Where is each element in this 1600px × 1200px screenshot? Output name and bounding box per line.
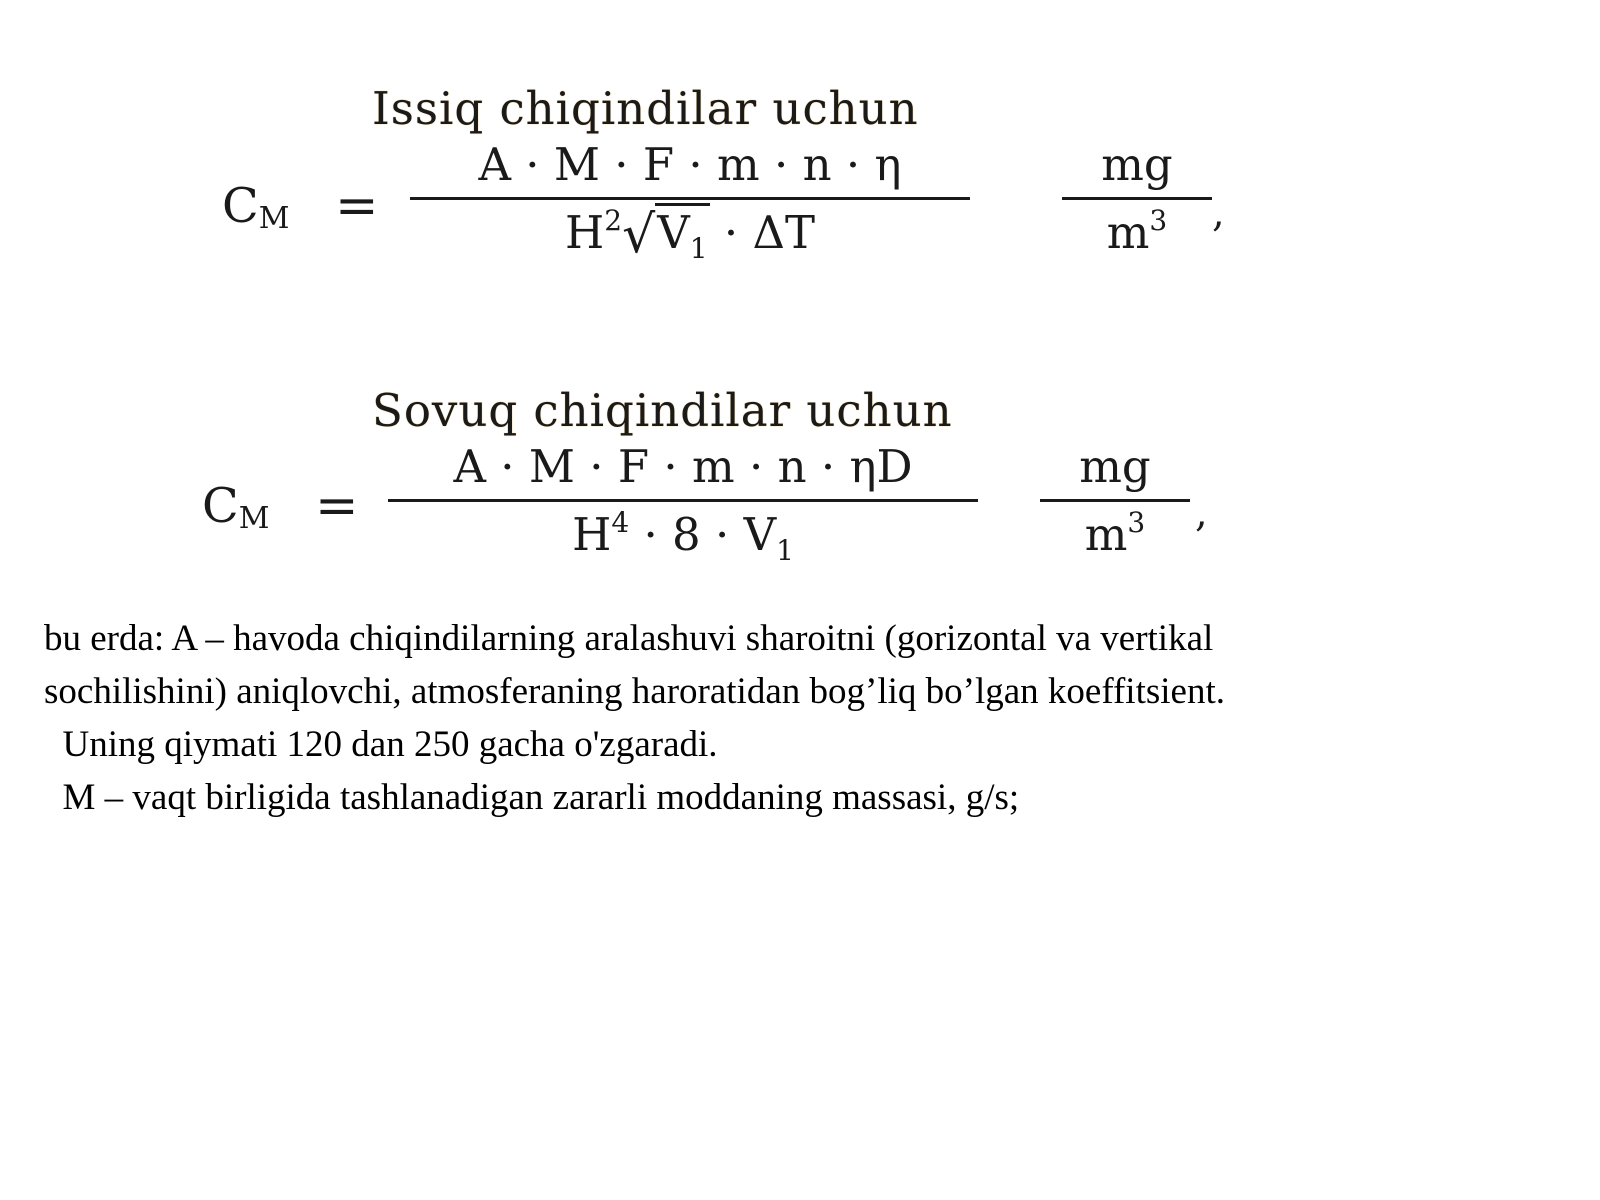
explanation-line-3: Uning qiymati 120 dan 250 gacha o'zgaradi. <box>44 724 718 765</box>
equals-sign: = <box>315 476 359 536</box>
lhs-symbol: C <box>202 478 239 534</box>
unit-fraction <box>1062 138 1212 259</box>
den-rest: · ΔT <box>709 206 815 259</box>
equals-sign: = <box>335 176 379 236</box>
fraction-numerator: A · M · F · m · n · ηD <box>453 440 913 493</box>
unit-den-m: m <box>1084 508 1128 561</box>
fraction-denominator <box>410 204 970 265</box>
fraction-denominator <box>388 506 978 567</box>
heading-hot-emissions: Issiq chiqindilar uchun <box>372 82 919 135</box>
heading-cold-emissions: Sovuq chiqindilar uchun <box>372 384 953 437</box>
radicand <box>655 203 709 265</box>
trailing-comma: , <box>1212 190 1225 236</box>
unit-denominator <box>1040 506 1190 561</box>
lhs-subscript: M <box>258 201 290 236</box>
formula-lhs <box>222 178 289 236</box>
unit-den-exponent: 3 <box>1127 506 1146 539</box>
unit-bar <box>1062 197 1212 200</box>
main-fraction <box>388 440 978 567</box>
unit-denominator <box>1062 204 1212 259</box>
unit-numerator: mg <box>1079 440 1151 493</box>
radicand-v: V <box>657 206 690 259</box>
explanation-line-1: bu erda: A – havoda chiqindilarning aralashuvi sharoitni (gorizontal va vertikal <box>44 618 1214 659</box>
fraction-bar <box>410 197 970 200</box>
den-v-subscript: 1 <box>776 534 794 567</box>
den-h-exponent: 2 <box>604 204 623 237</box>
trailing-comma: , <box>1195 490 1208 536</box>
unit-fraction <box>1040 440 1190 561</box>
square-root <box>622 205 709 265</box>
main-fraction <box>410 138 970 265</box>
lhs-symbol: C <box>222 178 259 234</box>
radicand-subscript: 1 <box>689 232 708 265</box>
fraction-bar <box>388 499 978 502</box>
den-h-exponent: 4 <box>611 506 630 539</box>
explanation-line-2: sochilishini) aniqlovchi, atmosferaning haroratidan bog’liq bo’lgan koeffitsient. <box>44 671 1225 712</box>
den-h: H <box>572 508 612 561</box>
den-h: H <box>565 206 605 259</box>
unit-numerator: mg <box>1101 138 1173 191</box>
radical-sign: √ <box>622 205 656 265</box>
lhs-subscript: M <box>238 501 270 536</box>
explanation-line-4: M – vaqt birligida tashlanadigan zararli moddaning massasi, g/s; <box>44 777 1020 818</box>
formula-lhs <box>202 478 269 536</box>
unit-den-m: m <box>1106 206 1150 259</box>
fraction-numerator: A · M · F · m · n · η <box>478 138 902 191</box>
den-mid: · 8 · V <box>629 508 777 561</box>
unit-den-exponent: 3 <box>1149 204 1168 237</box>
unit-bar <box>1040 499 1190 502</box>
